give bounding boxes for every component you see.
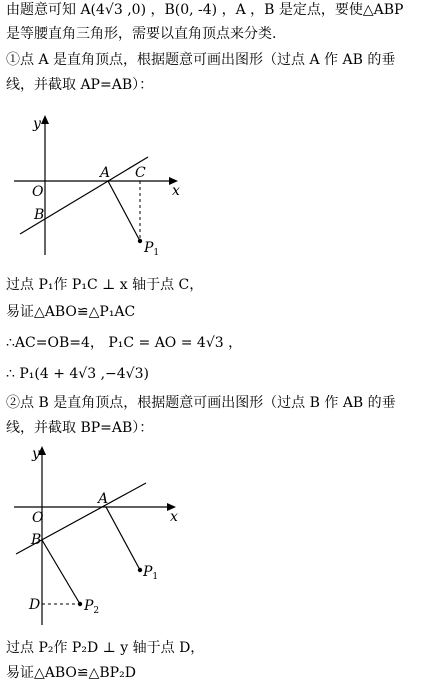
label-d: D bbox=[29, 597, 41, 613]
case1-step-4: ∴ P₁(4 + 4√3 ,−4√3) bbox=[6, 366, 149, 382]
case1-line-2: 线，并截取 AP=AB）： bbox=[6, 77, 154, 93]
case2-step-2: 易证△ABO≌△BP₂D bbox=[6, 665, 136, 681]
case2-line-1: ②点 B 是直角顶点，根据题意可画出图形（过点 B 作 AB 的垂 bbox=[6, 395, 396, 411]
point-p2 bbox=[78, 602, 82, 606]
segment-ap1 bbox=[106, 507, 140, 570]
label-a: A bbox=[98, 491, 109, 507]
label-o: O bbox=[32, 510, 44, 526]
case2-line-2: 线，并截取 BP=AB）： bbox=[6, 420, 154, 436]
figure-case-2 bbox=[0, 440, 200, 630]
label-b: B bbox=[34, 207, 45, 223]
intro-line-2: 是等腰直角三角形，需要以直角顶点来分类. bbox=[6, 26, 277, 42]
case1-line-1: ①点 A 是直角顶点，根据题意可画出图形（过点 A 作 AB 的垂 bbox=[6, 52, 396, 68]
case1-step-2: 易证△ABO≌△P₁AC bbox=[6, 304, 136, 320]
point-p1 bbox=[138, 568, 142, 572]
segment-bp2 bbox=[42, 540, 80, 604]
segment-ap1 bbox=[108, 181, 140, 241]
case1-step-1: 过点 P₁作 P₁C ⊥ x 轴于点 C， bbox=[6, 277, 204, 293]
label-o: O bbox=[32, 184, 44, 200]
label-a: A bbox=[100, 165, 111, 181]
label-y: y bbox=[33, 116, 41, 132]
label-c: C bbox=[135, 165, 146, 181]
intro-line-1: 由题意可知 A(4√3 ,0) ，B(0, -4) ，A ，B 是定点，要使△ABP bbox=[6, 2, 404, 18]
case1-step-3: ∴AC=OB=4， P₁C = AO = 4√3 ， bbox=[6, 335, 243, 351]
point-p1 bbox=[138, 239, 142, 243]
label-b: B bbox=[31, 532, 42, 548]
y-axis-arrow bbox=[41, 115, 49, 124]
figure-case-1 bbox=[0, 110, 200, 260]
case2-step-1: 过点 P₂作 P₂D ⊥ y 轴于点 D， bbox=[6, 640, 205, 656]
label-x: x bbox=[172, 183, 180, 199]
label-x: x bbox=[170, 509, 178, 525]
label-y: y bbox=[32, 446, 40, 462]
label-p1: $P_1$ bbox=[143, 564, 159, 582]
label-p2: $P_2$ bbox=[84, 598, 100, 616]
label-p1: $P_1$ bbox=[144, 240, 160, 258]
